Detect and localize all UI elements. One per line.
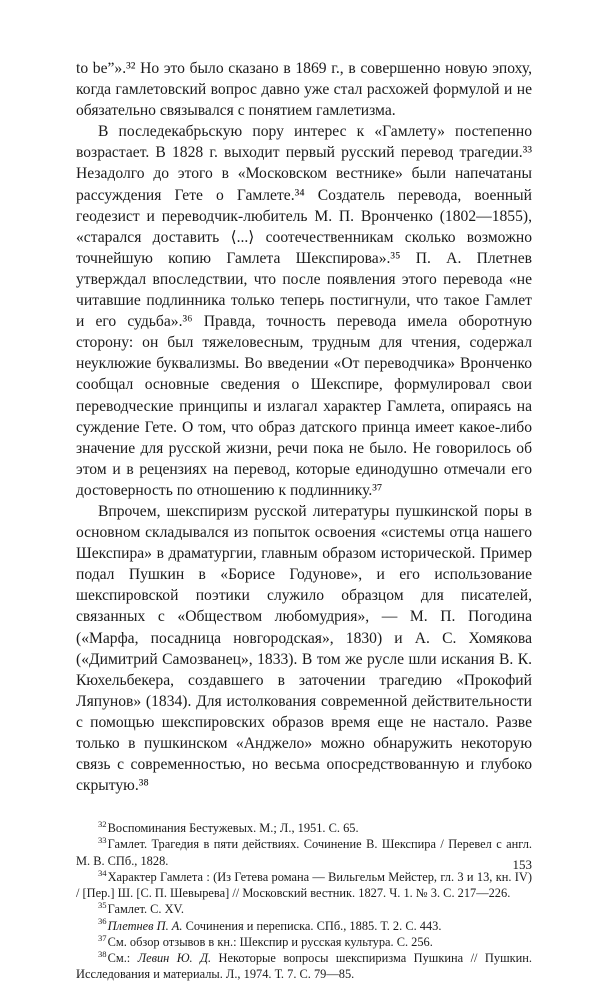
footnote-number: 36	[98, 916, 107, 927]
footnote-number: 37	[98, 932, 107, 943]
book-page	[76, 58, 532, 982]
footnote-text: Гамлет. Трагедия в пяти действиях. Сочинение В. Шекспира / Перевел с англ. М. В. СПб., 1828.	[76, 837, 532, 868]
footnote-number: 34	[98, 867, 107, 878]
footnote-author: Плетнев П. А.	[107, 918, 183, 933]
footnote-36	[76, 918, 532, 934]
footnote-37	[76, 934, 532, 950]
footnote-38	[76, 950, 532, 982]
footnote-number: 32	[98, 819, 107, 830]
footnote-34	[76, 869, 532, 901]
footnotes	[76, 820, 532, 982]
footnote-text: Гамлет. С. XV.	[107, 902, 185, 917]
footnote-number: 35	[98, 900, 107, 911]
footnote-32	[76, 820, 532, 836]
main-text	[76, 58, 532, 796]
footnote-number: 38	[98, 948, 107, 959]
footnote-text: Воспоминания Бестужевых. М.; Л., 1951. С. 65.	[107, 821, 359, 836]
footnote-text: Характер Гамлета : (Из Гетева романа — Вильгельм Мейстер, гл. 3 и 13, кн. IV) / [Пер.] Ш. [С. П. Шевырева] // Московский вестник. 1827. Ч. 1. № 3. С. 217—226.	[76, 869, 532, 901]
footnote-number: 33	[98, 835, 107, 846]
footnote-prefix: См.:	[107, 950, 138, 965]
footnote-33	[76, 836, 532, 868]
footnote-text: См. обзор отзывов в кн.: Шекспир и русская культура. С. 256.	[107, 934, 433, 949]
footnote-author: Левин Ю. Д.	[137, 950, 212, 965]
footnote-text: Некоторые вопросы шекспиризма Пушкина // Пушкин. Исследования и материалы. Л., 1974. Т. 7. С. 79—85.	[76, 950, 532, 982]
paragraph-2: В последекабрьскую пору интерес к «Гамлету» постепенно возрастает. В 1828 г. выходит первый русский перевод трагедии.³³ Незадолго до этого в «Московском вестнике» были напечатаны рассуждения Гете о Гамлете.³⁴ Создатель перевода, военный геодезист и переводчик-любитель М. П. Вронченко (1802—1855), «старался доставить ⟨...⟩ соотечественникам сколько возможно точнейшую копию Гамлета Шекспирова».³⁵ П. А. Плетнев утверждал впоследствии, что после появления этого перевода «не читавшие подлинника только теперь постигнули, что такое Гамлет и его судьба».³⁶ Правда, точность перевода имела оборотную сторону: он был тяжеловесным, трудным для чтения, содержал неуклюжие буквализмы. Во введении «От переводчика» Вронченко сообщал основные сведения о Шекспире, формулировал свои переводческие принципы и излагал характер Гамлета, опираясь на суждение Гете. О том, что образ датского принца имеет какое-либо значение для русской жизни, речи пока не было. Не говорилось об этом и в рецензиях на перевод, которые единодушно отмечали его достоверность по отношению к подлиннику.³⁷	[76, 123, 532, 499]
paragraph-1: to be”».³² Но это было сказано в 1869 г., в совершенно новую эпоху, когда гамлетовский вопрос давно уже стал расхожей формулой и не обязательно связывался с понятием гамлетизма.	[76, 60, 532, 120]
paragraph-3: Впрочем, шекспиризм русской литературы пушкинской поры в основном складывался из попыток освоения «системы отца нашего Шекспира» в драматургии, главным образом исторической. Пример подал Пушкин в «Борисе Годунове», и его использование шекспировской поэтики служило образцом для писателей, связанных с «Обществом любомудрия», — М. П. Погодина («Марфа, посадница новгородская», 1830) и А. С. Хомякова («Димитрий Самозванец», 1833). В том же русле шли искания В. К. Кюхельбекера, создавшего в заточении трагедию «Прокофий Ляпунов» (1834). Для истолкования современной действительности с помощью шекспировских образов время еще не настало. Разве только в пушкинском «Анджело» можно обнаружить некоторую связь с современностью, но весьма опосредствованную и глубоко скрытую.³⁸	[76, 502, 532, 795]
footnote-text: Сочинения и переписка. СПб., 1885. Т. 2. С. 443.	[185, 918, 442, 933]
page-number: 153	[512, 857, 532, 872]
footnote-35	[76, 901, 532, 917]
